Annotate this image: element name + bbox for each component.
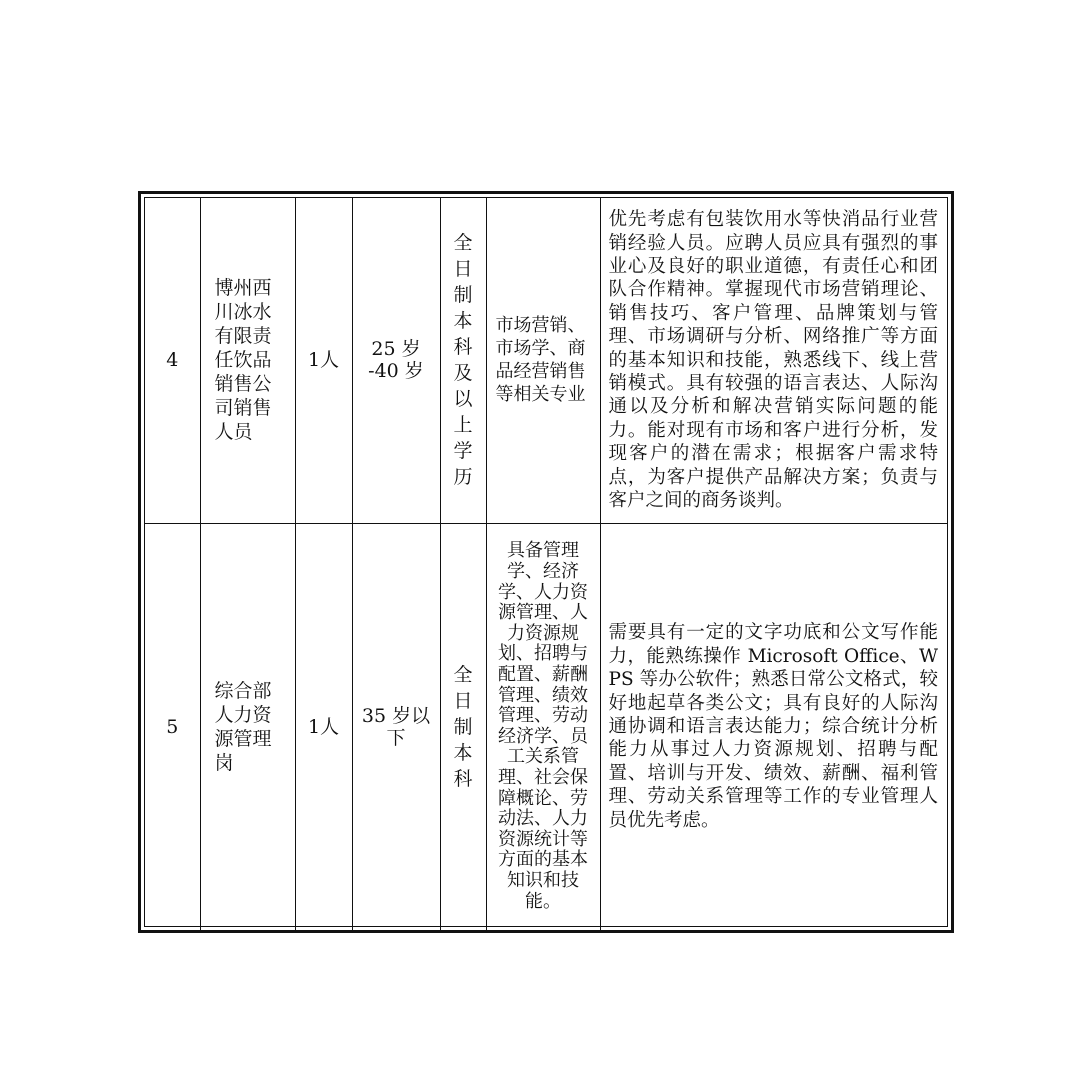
job-requirements: 优先考虑有包装饮用水等快消品行业营销经验人员。应聘人员应具有强烈的事业心及良好的职业道德，有责任心和团队合作精神。掌握现代市场营销理论、销售技巧、客户管理、品牌策划与管理、市场调研与分析、网络推广等方面的基本知识和技能，熟悉线下、线上营销模式。具有较强的语言表达、人际沟通以及分析和解决营销实际问题的能力。能对现有市场和客户进行分析，发现客户的潜在需求；根据客户需求特点，为客户提供产品解决方案；负责与客户之间的商务谈判。 bbox=[608, 209, 938, 511]
recruitment-table-inner-border bbox=[144, 197, 948, 927]
post-name: 综合部人力资源管理岗 bbox=[214, 679, 272, 774]
row-number: 4 bbox=[166, 349, 179, 372]
education-cell bbox=[440, 523, 486, 930]
row-number: 5 bbox=[166, 715, 179, 738]
headcount-cell bbox=[295, 198, 352, 523]
major-requirement: 具备管理学、经济学、人力资源管理、人力资源规划、招聘与配置、薪酬管理、绩效管理、劳动经济学、员工关系管理、社会保障概论、劳动法、人力资源统计等方面的基本知识和技能。 bbox=[498, 540, 588, 912]
requirements-cell bbox=[600, 523, 947, 930]
education-requirement: 全日制本科 bbox=[453, 663, 473, 790]
age-cell bbox=[352, 523, 440, 930]
row-number-cell bbox=[145, 523, 200, 930]
headcount: 1人 bbox=[307, 349, 340, 372]
requirements-cell bbox=[600, 198, 947, 523]
age-requirement: 35 岁以下 bbox=[361, 704, 431, 749]
row-number-cell bbox=[145, 198, 200, 523]
table-row bbox=[145, 523, 947, 930]
major-requirement: 市场营销、市场学、商品经营销售等相关专业 bbox=[495, 315, 586, 406]
recruitment-table bbox=[145, 198, 947, 930]
table-row bbox=[145, 198, 947, 523]
post-name: 博州西川冰水有限责任饮品销售公司销售人员 bbox=[214, 277, 272, 444]
education-requirement: 全日制本科及以上学历 bbox=[453, 232, 473, 489]
major-cell bbox=[486, 198, 600, 523]
recruitment-table-frame bbox=[138, 191, 954, 933]
post-cell bbox=[200, 198, 295, 523]
job-requirements: 需要具有一定的文字功底和公文写作能力，能熟练操作 Microsoft Office、WPS 等办公软件；熟悉日常公文格式，较好地起草各类公文；具有良好的人际沟通协调和语言表达能力；综合统计分析能力从事过人力资源规划、招聘与配置、培训与开发、绩效、薪酬、福利管理、劳动关系管理等工作的专业管理人员优先考虑。 bbox=[608, 622, 938, 831]
post-cell bbox=[200, 523, 295, 930]
headcount: 1人 bbox=[307, 715, 340, 738]
education-cell bbox=[440, 198, 486, 523]
headcount-cell bbox=[295, 523, 352, 930]
age-requirement: 25 岁 -40 岁 bbox=[368, 338, 424, 383]
major-cell bbox=[486, 523, 600, 930]
age-cell bbox=[352, 198, 440, 523]
